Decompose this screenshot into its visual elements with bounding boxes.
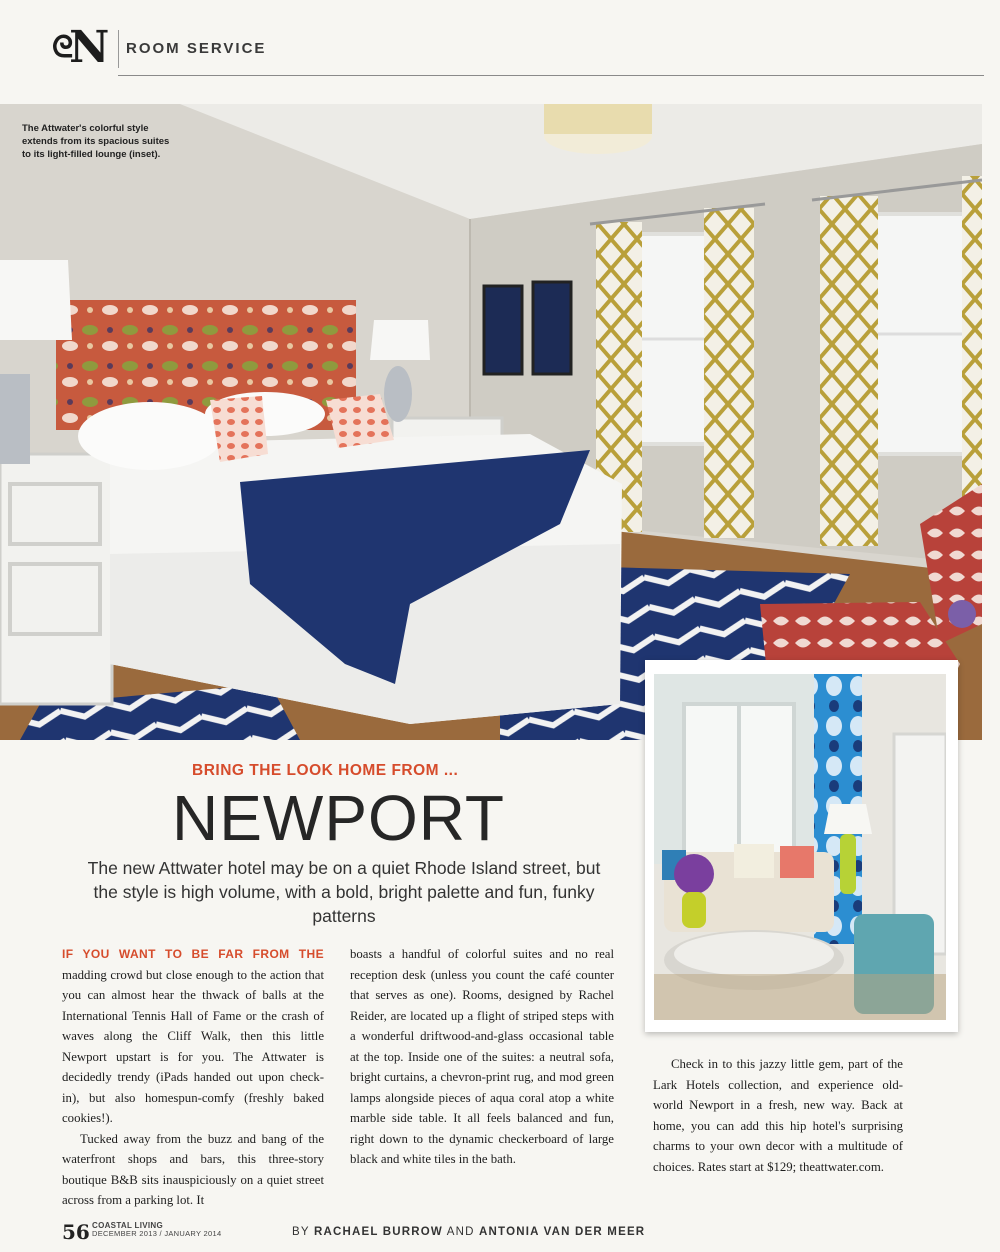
paragraph: Tucked away from the buzz and bang of the waterfront shops and bars, this three-story boutique B&B sits inauspiciously on a quiet street across from a parking lot. It bbox=[62, 1131, 324, 1207]
lounge-inset-photo bbox=[645, 660, 958, 1032]
article-column-2 bbox=[350, 944, 614, 1170]
magazine-folio: COASTAL LIVING DECEMBER 2013 / JANUARY 2014 bbox=[92, 1221, 222, 1238]
byline: BY RACHAEL BURROW AND ANTONIA VAN DER MEER bbox=[292, 1226, 646, 1238]
article-kicker: BRING THE LOOK HOME FROM ... bbox=[192, 762, 459, 779]
header-divider bbox=[118, 30, 119, 68]
paragraph: boasts a handful of colorful suites and no real reception desk (unless you count the café counter that serves as one). Rooms, designed by Rachel Reider, are located up a flight of striped steps with a wonderful driftwood-and-glass occasional table at the top. Inside one of the suites: a neutral sofa, bright curtains, a chevron-print rug, and mod green lamps alongside pieces of aqua coral atop a white marble side table. It all feels balanced and fun, right down to the dynamic checkerboard of large black and white tiles in the bath. bbox=[350, 947, 614, 1166]
bedroom-photo bbox=[0, 104, 982, 740]
article-dek: The new Attwater hotel may be on a quiet Rhode Island street, but the style is high volume, with a bold, bright palette and fun, funky patterns bbox=[87, 858, 601, 926]
page-number: 56 bbox=[62, 1220, 90, 1244]
section-title: ROOM SERVICE bbox=[126, 40, 267, 57]
photo-caption: The Attwater's colorful style extends from its spacious suites to its light-filled lounge (inset). bbox=[22, 123, 170, 160]
lead-in: IF YOU WANT TO BE FAR FROM THE bbox=[62, 947, 324, 961]
magazine-section-logo: $^ᘓ$N bbox=[52, 22, 110, 73]
paragraph: madding crowd but close enough to the action that you can almost hear the thwack of balls at the International Tennis Hall of Fame or the crash of waves along the Cliff Walk, then this little Newport upstart is for you. The Attwater is decidedly trendy (iPads handed out upon check-in), but also homespun-comfy (freshly baked cookies!). bbox=[62, 967, 324, 1125]
article-column-1 bbox=[62, 944, 324, 1211]
paragraph: Check in to this jazzy little gem, part of the Lark Hotels collection, and experience old-world Newport in a fresh, new way. Back at home, you can add this hip hotel's surprising charms to your own decor with a multitude of choices. Rates start at $129; theattwater.com. bbox=[653, 1057, 903, 1174]
header-rule bbox=[118, 75, 984, 76]
article-headline: NEWPORT bbox=[172, 782, 505, 854]
article-column-3 bbox=[653, 1054, 903, 1177]
inset-image bbox=[654, 674, 946, 1020]
